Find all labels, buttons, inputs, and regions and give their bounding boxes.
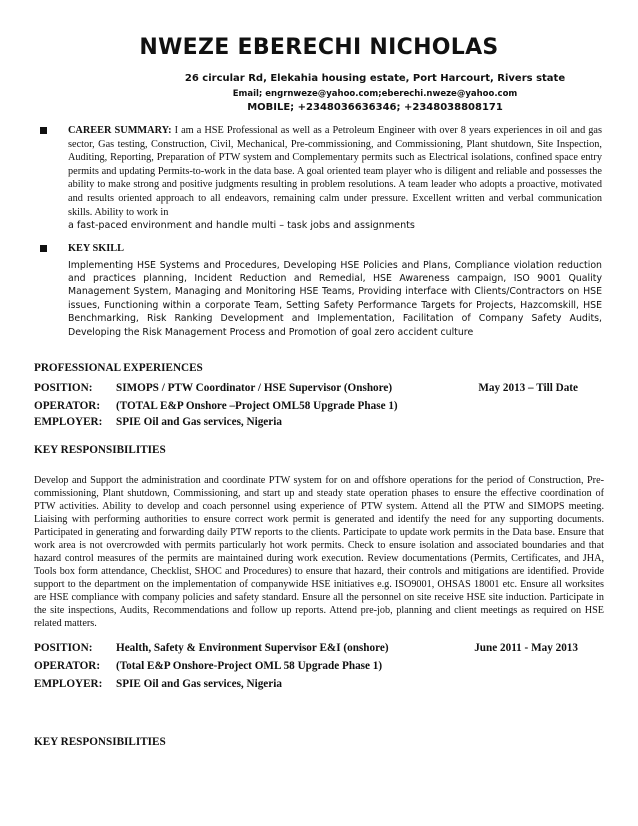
position-label: POSITION: bbox=[34, 642, 93, 654]
career-summary-text bbox=[68, 124, 602, 219]
career-summary-label: CAREER SUMMARY: bbox=[68, 125, 172, 136]
key-skill-section bbox=[40, 242, 602, 339]
career-summary-section bbox=[40, 124, 602, 233]
job-1-responsibilities-heading: KEY RESPONSIBILITIES bbox=[34, 444, 166, 456]
address-line: 26 circular Rd, Elekahia housing estate, Port Harcourt, Rivers state bbox=[184, 73, 566, 84]
job-2-operator-row bbox=[34, 659, 614, 674]
email-line: Email; engrnweze@yahoo.com;eberechi.nweze@yahoo.com bbox=[232, 89, 518, 99]
job-2-position-row bbox=[34, 641, 614, 656]
job-2-date: June 2011 - May 2013 bbox=[474, 642, 578, 654]
square-bullet-icon bbox=[40, 245, 47, 252]
candidate-name: NWEZE EBERECHI NICHOLAS bbox=[139, 35, 499, 60]
mobile-line: MOBILE; +2348036636346; +2348038808171 bbox=[247, 102, 503, 113]
job-1-responsibilities: Develop and Support the administration and coordinate PTW system for on and offshore operations for the period of Construction, Pre-commissioning, Plant shutdown, Commissioning, and start up and steady state operation phases to ensure the effective coordination of PTW activities. Ability to develop and coach personnel using experience of PTW system. Attend all the PTW and SIMOPS meeting. Liaising with performing authorities to ensure correct work permit is generated and identify the need for any supporting documents. Participated in generating and forwarding daily PTW reports to the clients. Participate to update work permits in the Data base. Ensure that work area is not overcrowded with permits particularly hot work permits. Check to ensure isolation and associated boundaries and that hazard control measures of the permits are maintained during work execution. Review documentations (Permits, Certificates, and JHA, Tools box form attendance, Checklist, SHOC and Procedures) to ensure that hazard, their controls and mitigations are identified. Provide support to the department on the implementation of companywide HSE initiatives e.g. ISO9001, OHSAS 18001 etc. Ensure all worksites are HSE compliance with company policies and safety standard. Ensure all the personnel on site receive HSE site induction. Participate in the site inspections, Audits, Recommendations and follow up reports. Attend pre-job, planning and client meetings as required on HSE related matters. bbox=[34, 475, 604, 629]
job-1-operator-row bbox=[34, 399, 614, 414]
job-1-operator: (TOTAL E&P Onshore –Project OML58 Upgrade Phase 1) bbox=[116, 400, 398, 412]
key-skill-text: Implementing HSE Systems and Procedures, Developing HSE Policies and Plans, Compliance violation reduction and practices planning, Incident Reduction and Remedial, HSE Awareness campaign, ISO 9001 Quality Management System, Managing and Monitoring HSE Teams, Providing interface with Clients/Contractors on HSE issues, Functioning within a corporate Team, Setting Safety Performance Targets for Projects, Hazcomskill, HSE Benchmarking, Risk Ranking Development and Implementation, Facilitation of Company Safety Audits, Developing the Risk Management Process and Promotion of goal zero accident culture bbox=[68, 259, 602, 338]
job-1-date: May 2013 – Till Date bbox=[478, 382, 578, 394]
job-2-employer: SPIE Oil and Gas services, Nigeria bbox=[116, 678, 282, 690]
job-2-responsibilities-heading: KEY RESPONSIBILITIES bbox=[34, 736, 166, 748]
career-summary-tail: a fast-paced environment and handle multi – task jobs and assignments bbox=[68, 220, 415, 232]
square-bullet-icon bbox=[40, 127, 47, 134]
experience-heading: PROFESSIONAL EXPERIENCES bbox=[34, 362, 203, 374]
key-skill-label: KEY SKILL bbox=[68, 243, 124, 254]
job-2-employer-row bbox=[34, 677, 614, 692]
job-1-position: SIMOPS / PTW Coordinator / HSE Supervisor (Onshore) bbox=[116, 382, 393, 394]
operator-label: OPERATOR: bbox=[34, 400, 101, 412]
job-1-employer: SPIE Oil and Gas services, Nigeria bbox=[116, 416, 282, 428]
operator-label: OPERATOR: bbox=[34, 660, 101, 672]
career-summary-body: I am a HSE Professional as well as a Petroleum Engineer with over 8 years experiences in oil and gas sector, Gas testing, Construction, Civil, Mechanical, Pre-commissioning, and Commissioning, Plant shutdown, Site Inspection, Auditing, Reporting, Preparation of PTW system and Complementary permits such as Electrical isolations, confined space entry permits and updating Permits-to-work in the data base. A goal oriented team player who is diligent and reliable and possesses the ability to make strong and positive judgments resulting in problem resolutions. A team leader who adopts a proactive, motivated and results oriented approach to all endeavors, remaining calm under pressure. Excellent written and verbal communication skills. Ability to work in bbox=[68, 125, 602, 218]
job-2-operator: (Total E&P Onshore-Project OML 58 Upgrade Phase 1) bbox=[116, 660, 383, 672]
position-label: POSITION: bbox=[34, 382, 93, 394]
job-2-position: Health, Safety & Environment Supervisor E&I (onshore) bbox=[116, 642, 389, 654]
job-1-position-row bbox=[34, 381, 614, 396]
employer-label: EMPLOYER: bbox=[34, 416, 103, 428]
job-1-employer-row bbox=[34, 415, 614, 430]
employer-label: EMPLOYER: bbox=[34, 678, 103, 690]
